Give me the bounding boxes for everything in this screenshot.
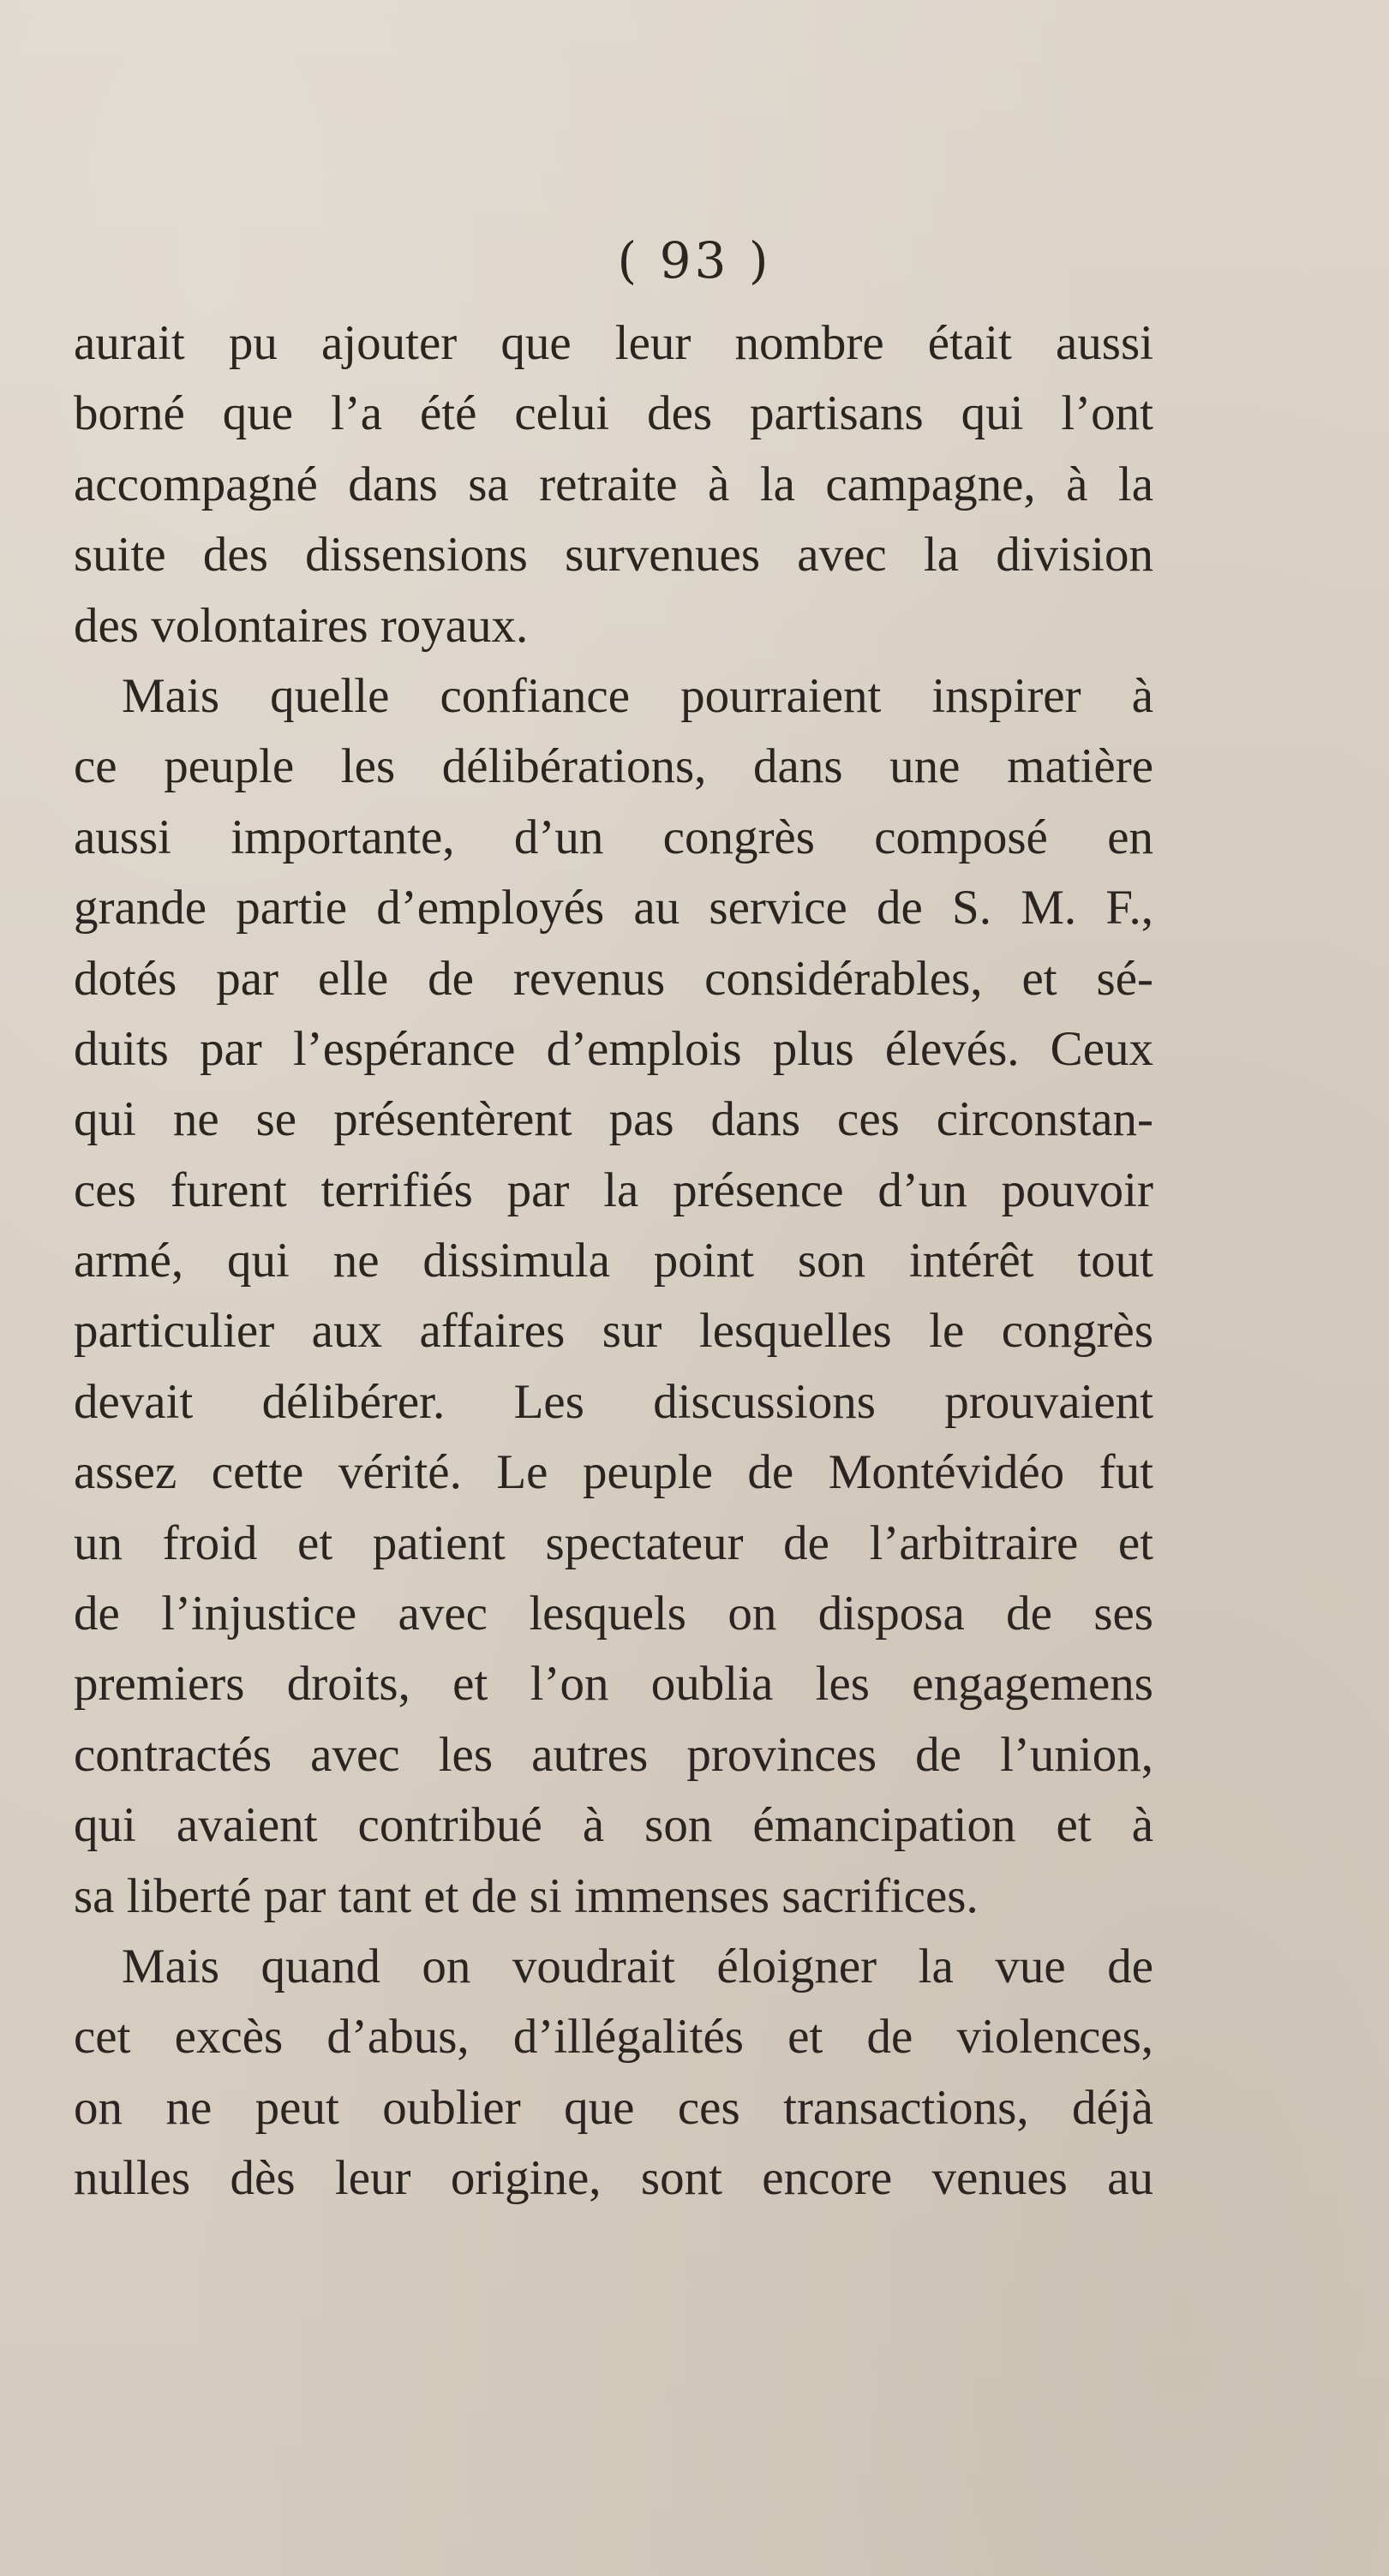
text-line: cet excès d’abus, d’illégalités et de violences,: [74, 2010, 1153, 2065]
text-line: Mais quand on voudrait éloigner la vue de: [122, 1939, 1153, 1993]
text-line: assez cette vérité. Le peuple de Montévidéo fut: [74, 1445, 1153, 1500]
text-line: premiers droits, et l’on oublia les engagemens: [74, 1657, 1153, 1712]
text-line: qui ne se présentèrent pas dans ces circonstan-: [74, 1092, 1153, 1147]
text-line: ces furent terrifiés par la présence d’un pouvoir: [74, 1162, 1153, 1217]
text-line: contractés avec les autres provinces de l’union,: [74, 1727, 1153, 1782]
text-line: de l’injustice avec lesquels on disposa de ses: [74, 1587, 1153, 1641]
page-number: ( 93 ): [617, 231, 772, 290]
text-line: aurait pu ajouter que leur nombre était aussi: [74, 316, 1153, 370]
text-line: grande partie d’employés au service de S. M. F.,: [74, 881, 1153, 935]
text-line: dotés par elle de revenus considérables, et sé-: [74, 951, 1153, 1006]
text-line: borné que l’a été celui des partisans qui l’ont: [74, 386, 1153, 441]
text-line: duits par l’espérance d’emplois plus élevés. Ceux: [74, 1021, 1153, 1076]
text-line: on ne peut oublier que ces transactions, déjà: [74, 2080, 1153, 2135]
text-line: qui avaient contribué à son émancipation et à: [74, 1798, 1153, 1853]
text-line: armé, qui ne dissimula point son intérêt tout: [74, 1234, 1153, 1288]
text-line: ce peuple les délibérations, dans une matière: [74, 739, 1153, 794]
text-line: aussi importante, d’un congrès composé en: [74, 810, 1153, 864]
text-line: nulles dès leur origine, sont encore venues au: [74, 2151, 1153, 2206]
text-line: particulier aux affaires sur lesquelles le congrès: [74, 1304, 1153, 1359]
text-line: accompagné dans sa retraite à la campagne, à la: [74, 457, 1153, 511]
text-line: un froid et patient spectateur de l’arbitraire et: [74, 1515, 1153, 1570]
body-text: [74, 308, 1153, 2214]
text-line: sa liberté par tant et de si immenses sacrifices.: [74, 1868, 979, 1923]
text-line: Mais quelle confiance pourraient inspirer à: [122, 668, 1153, 723]
text-line: des volontaires royaux.: [74, 598, 529, 653]
text-line: devait délibérer. Les discussions prouvaient: [74, 1374, 1153, 1429]
text-line: suite des dissensions survenues avec la division: [74, 528, 1153, 583]
